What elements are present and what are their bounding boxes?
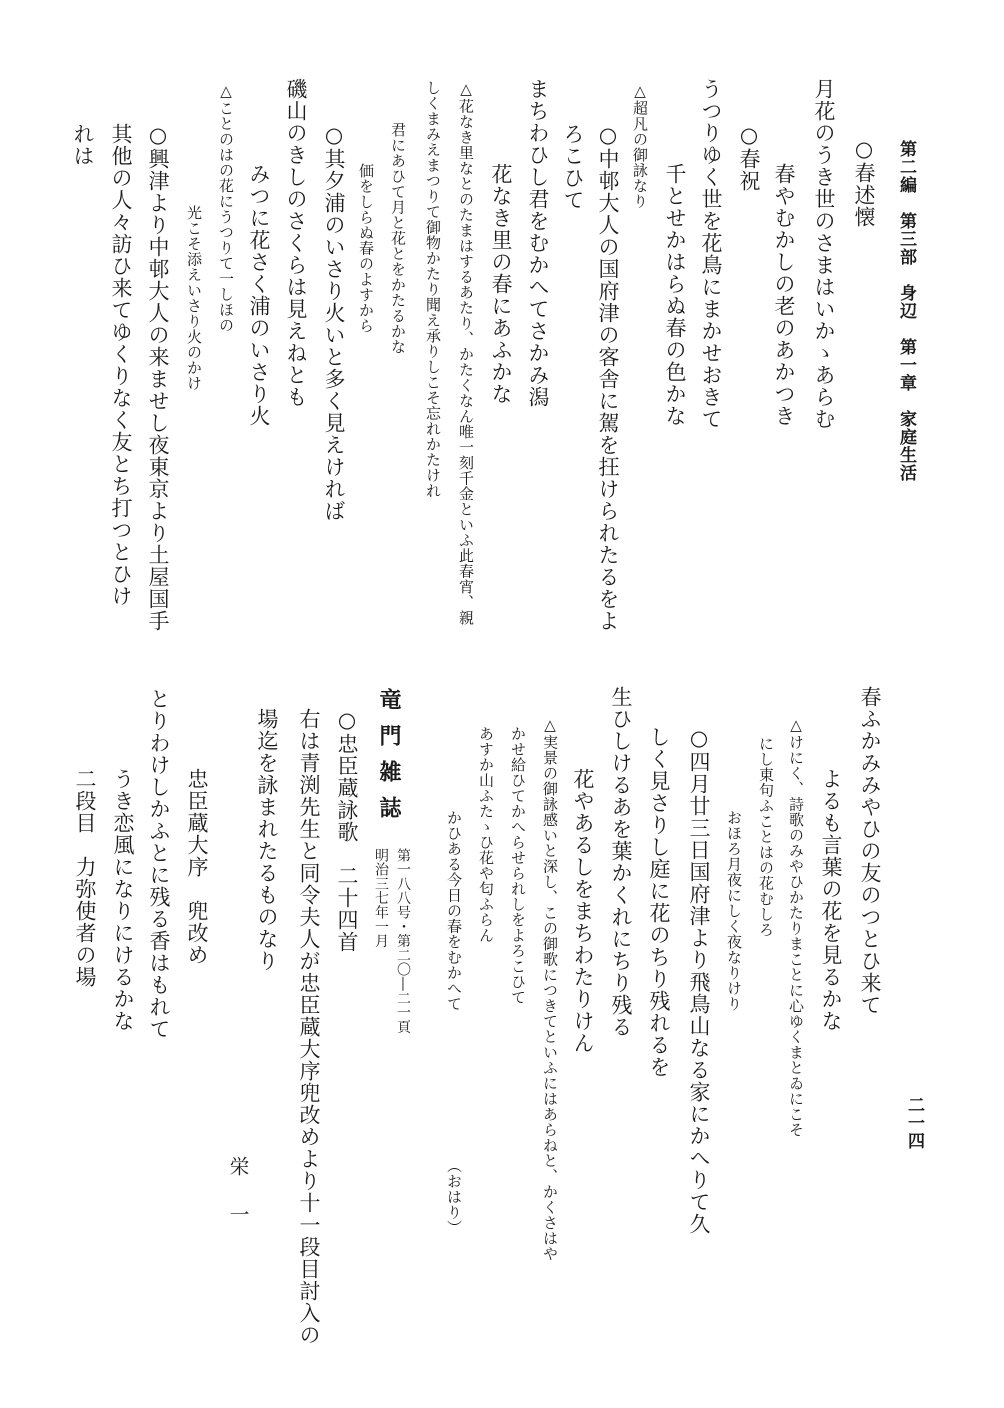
upper-line-22: 其他の人々訪ひ来てゆくりなく友とち打つとひけ bbox=[109, 123, 133, 607]
upper-line-13: しくまみえまつりて御物かたり聞え承りしこそ忘れかたけれ bbox=[424, 80, 442, 499]
lower-line-1: 春ふかみみやひの友のつとひ来て bbox=[858, 686, 882, 1016]
lower-line-6: ○四月廿三日国府津より飛鳥山なる家にかへりて久 bbox=[687, 726, 711, 1235]
lower-line-3: △けにく、詩歌のみやひかたりまことに心ゆくまとゐにこそ bbox=[787, 716, 805, 1138]
upper-line-2: 月花のうき世のさまはいかゝあらむ bbox=[812, 78, 836, 430]
lower-line-11: かせ給ひてかへらせられしをよろこひて bbox=[509, 726, 527, 1005]
lower-line-7: しく見さりし庭に花のちり残れるを bbox=[647, 726, 671, 1078]
journal-date: 明治三七年一月 bbox=[373, 848, 389, 949]
lower-line-25: 二段目 力弥使者の場 bbox=[73, 768, 97, 988]
lower-line-2: よるも言葉の花を見るかな bbox=[819, 768, 843, 1032]
upper-line-14: 君にあひて月と花とをかたるかな bbox=[389, 122, 407, 355]
upper-line-3: 春やむかしの老のあかつき bbox=[772, 163, 796, 427]
upper-line-6: 千とせかはらぬ春の色かな bbox=[663, 163, 687, 427]
lower-line-23: とりわけしかふとに残る香はもれて bbox=[147, 688, 171, 1040]
upper-line-8: ○中邨大人の国府津の客舎に駕を抂けられたるをよ bbox=[596, 123, 620, 632]
upper-line-23: れは bbox=[71, 123, 95, 167]
lower-line-22: 忠臣蔵大序 兜改め bbox=[185, 768, 209, 966]
lower-line-20: 場迄を詠まれたるものなり bbox=[255, 708, 279, 972]
author-signature: 栄一 bbox=[226, 1156, 250, 1252]
running-header: 第二編 第三部 身辺 第一章 家庭生活 bbox=[896, 140, 916, 482]
lower-line-19: 右は青渕先生と同令夫人が忠臣蔵大序兜改めより十一段目討入の bbox=[297, 708, 321, 1346]
upper-line-17: 磯山のきしのさくらは見えねとも bbox=[284, 78, 308, 408]
lower-line-14: （おはり） bbox=[445, 1158, 463, 1236]
lower-line-5: おほろ月夜にしく夜なりけり bbox=[725, 810, 743, 1012]
journal-issue: 第一八八号・第二〇―二一頁 bbox=[395, 848, 411, 1034]
upper-line-20: 光こそ添えいさり火のかけ bbox=[185, 205, 203, 391]
upper-line-5: うつりゆく世を花鳥にまかせおきて bbox=[699, 78, 723, 430]
lower-line-10: △実景の御詠感いと深し、この御歌につきてといふにはあらねと、かくさはや bbox=[541, 716, 559, 1262]
upper-line-15: 価をしらぬ春のよすから bbox=[357, 163, 375, 334]
lower-line-13: かひある今日の春をむかへて bbox=[445, 810, 463, 1012]
upper-line-12: △花なき里なとのたまはするあたり、かたくなん唯一刻千金といふ此春宵、親 bbox=[457, 80, 475, 626]
lower-line-9: 花やあるしをまちわたりけん bbox=[571, 768, 595, 1054]
upper-line-19: △ことのはの花にうつりて一しほの bbox=[217, 82, 235, 333]
upper-line-21: ○興津より中邨大人の来ませし夜東京より土屋国手 bbox=[146, 123, 170, 632]
page-number: 二一四 bbox=[904, 1096, 924, 1150]
upper-line-16: ○其夕浦のいさり火いと多く見えければ bbox=[322, 123, 346, 522]
lower-line-8: 生ひしけるあを葉かくれにちり残る bbox=[609, 686, 633, 1038]
upper-line-7: △超凡の御詠なり bbox=[631, 82, 649, 209]
lower-line-12: あすか山ふたゝひ花や匂ふらん bbox=[477, 726, 495, 943]
upper-line-10: まちわひし君をむかへてさかみ潟 bbox=[526, 78, 550, 408]
lower-line-4: にし東句ふことはの花むしろ bbox=[757, 736, 775, 938]
upper-line-11: 花なき里の春にあふかな bbox=[489, 163, 513, 405]
journal-title: 竜門雑誌 bbox=[376, 688, 402, 832]
upper-line-4: ○春祝 bbox=[737, 123, 761, 192]
lower-line-18: ○忠臣蔵詠歌 二十四首 bbox=[335, 708, 359, 953]
lower-line-24: うき恋風になりにけるかな bbox=[111, 768, 135, 1032]
upper-line-9: ろこひて bbox=[561, 123, 585, 211]
upper-line-1: ○春述懐 bbox=[852, 137, 876, 228]
upper-line-18: みつに花さく浦のいさり火 bbox=[247, 163, 271, 427]
